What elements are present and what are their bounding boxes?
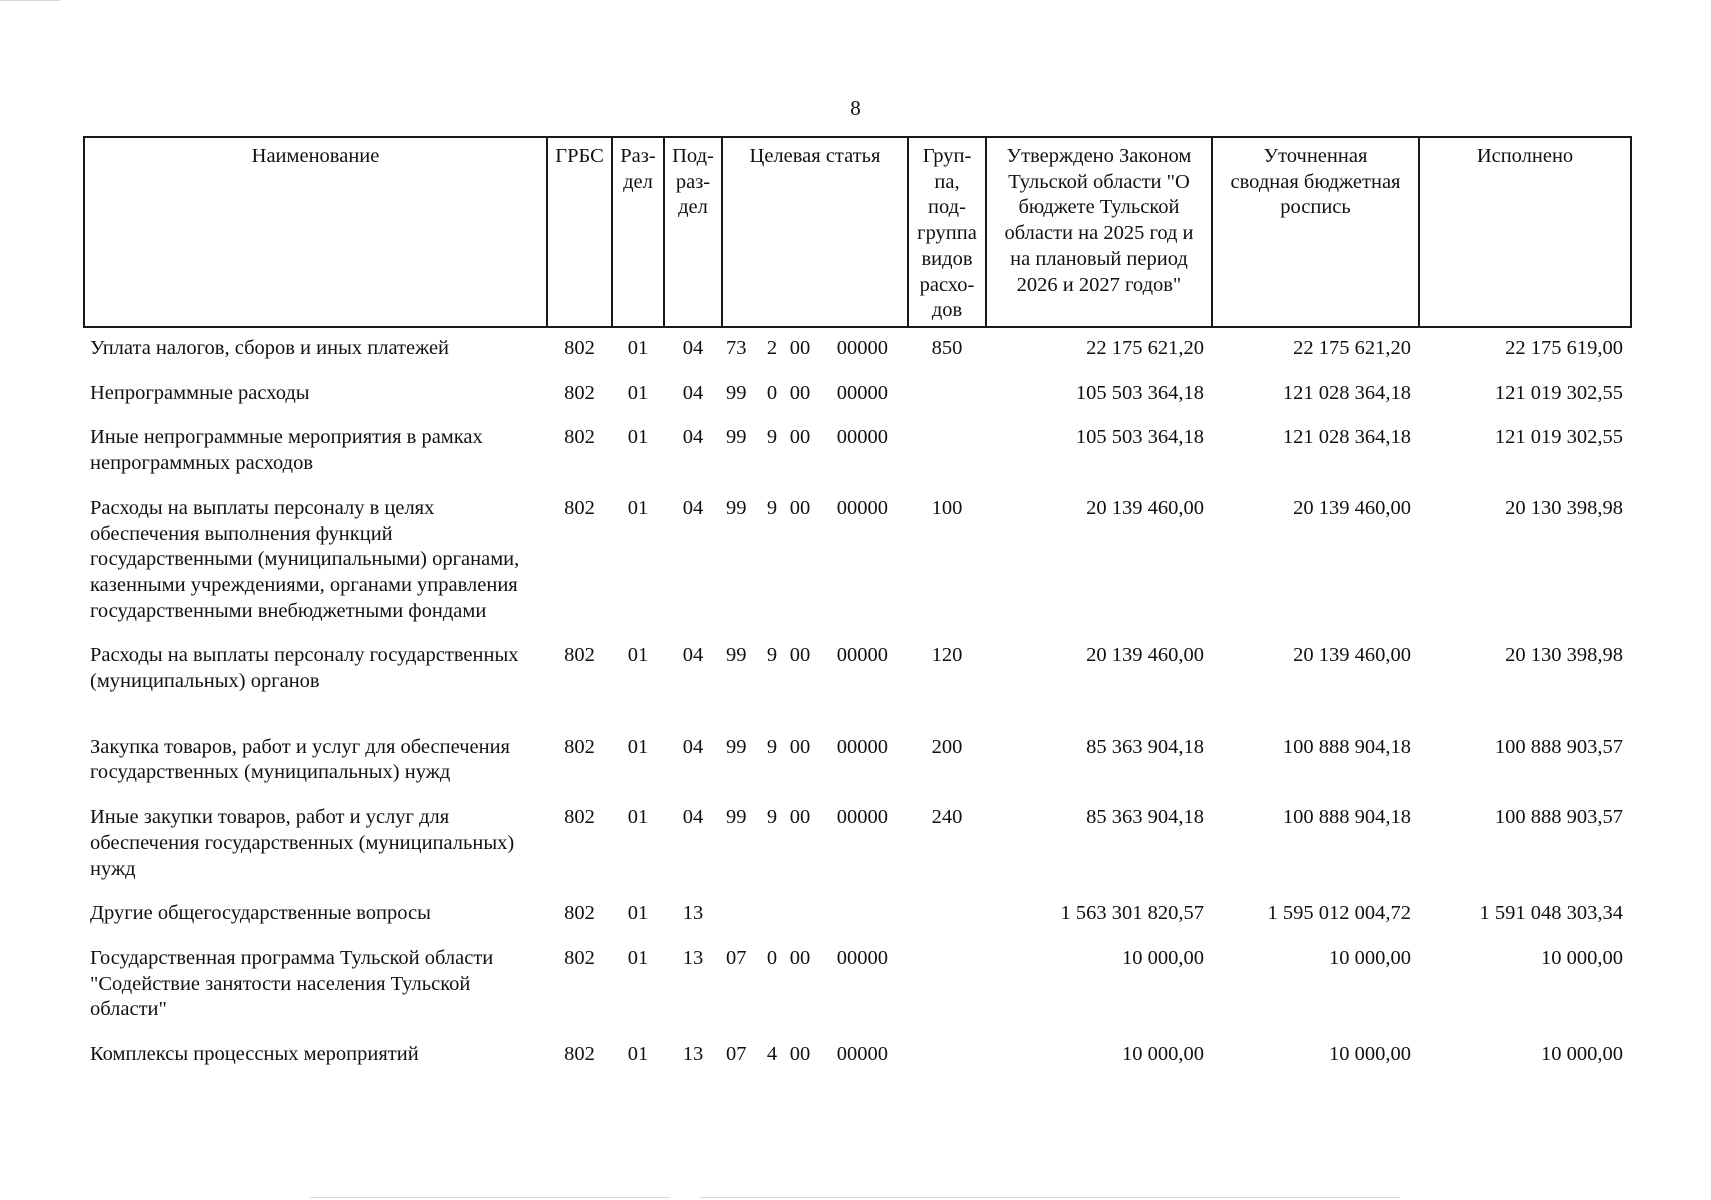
scan-artifact-line — [700, 1197, 1400, 1198]
target-code-part: 99 — [726, 644, 747, 667]
cell-grbs: 802 — [564, 496, 595, 519]
cell-target — [722, 373, 908, 418]
cell-group: 850 — [931, 337, 963, 359]
target-code-part: 9 — [766, 496, 778, 519]
table-row — [84, 1034, 1631, 1079]
cell-group — [908, 893, 986, 938]
cell-executed: 1 591 048 303,34 — [1479, 902, 1623, 925]
target-code-part: 00000 — [836, 806, 888, 829]
cell-name: Иные непрограммные мероприятия в рамках непрограммных расходов — [90, 426, 483, 475]
header-approved — [986, 137, 1212, 327]
cell-section: 01 — [627, 902, 649, 925]
cell-approved: 85 363 904,18 — [1086, 735, 1204, 758]
cell-refined: 1 595 012 004,72 — [1267, 902, 1411, 925]
cell-approved: 20 139 460,00 — [1086, 644, 1204, 667]
cell-target — [722, 327, 908, 373]
target-code-part: 99 — [726, 735, 747, 758]
cell-group — [908, 1034, 986, 1079]
target-code-part: 9 — [766, 806, 778, 829]
target-code-part: 00 — [789, 426, 811, 449]
cell-grbs: 802 — [564, 946, 595, 969]
cell-subsection: 13 — [682, 1043, 704, 1066]
table-row — [84, 893, 1631, 938]
target-code-part: 00000 — [836, 946, 888, 969]
target-code-part: 00000 — [836, 381, 888, 404]
budget-table — [83, 136, 1632, 1079]
cell-section: 01 — [627, 946, 649, 969]
cell-name: Государственная программа Тульской области "Содействие занятости населения Тульской области" — [90, 946, 494, 1021]
header-group — [908, 137, 986, 327]
table-row — [84, 727, 1631, 797]
cell-group — [908, 373, 986, 418]
scan-artifact-line — [0, 0, 60, 1]
table-row — [84, 488, 1631, 636]
cell-target — [722, 635, 908, 726]
cell-name: Закупка товаров, работ и услуг для обеспечения государственных (муниципальных) нужд — [90, 735, 510, 784]
cell-approved: 105 503 364,18 — [1075, 426, 1204, 449]
header-refined-label: Уточненная сводная бюджетная роспись — [1230, 145, 1401, 219]
cell-executed: 121 019 302,55 — [1494, 426, 1623, 449]
cell-executed: 20 130 398,98 — [1505, 496, 1623, 519]
cell-approved: 20 139 460,00 — [1086, 496, 1204, 519]
cell-name: Уплата налогов, сборов и иных платежей — [90, 337, 450, 359]
cell-refined: 100 888 904,18 — [1282, 806, 1411, 829]
cell-name: Расходы на выплаты персоналу в целях обеспечения выполнения функций государственными (муниципальными) органами, казенными учреждениями, органами управления государственными внебюджетными фондами — [90, 496, 520, 622]
cell-refined: 121 028 364,18 — [1282, 381, 1411, 404]
cell-name: Другие общегосударственные вопросы — [90, 902, 431, 925]
cell-group: 120 — [931, 644, 963, 667]
target-code-part: 73 — [726, 337, 747, 359]
target-code-part: 07 — [726, 946, 747, 969]
cell-executed: 100 888 903,57 — [1494, 735, 1623, 758]
target-code-part: 00 — [789, 735, 811, 758]
cell-target — [722, 938, 908, 1034]
cell-approved: 10 000,00 — [1122, 1043, 1204, 1066]
table-body — [84, 327, 1631, 1079]
cell-approved: 10 000,00 — [1122, 946, 1204, 969]
cell-executed: 10 000,00 — [1541, 1043, 1623, 1066]
target-code-part: 00000 — [836, 1043, 888, 1066]
cell-group: 240 — [931, 806, 963, 829]
cell-target — [722, 1034, 908, 1079]
cell-grbs: 802 — [564, 644, 595, 667]
cell-name: Комплексы процессных мероприятий — [90, 1043, 419, 1066]
cell-grbs: 802 — [564, 735, 595, 758]
header-approved-label: Утверждено Законом Тульской области "О бюджете Тульской области на 2025 год и на плановый период 2026 и 2027 годов" — [1004, 145, 1194, 296]
target-code-part: 00 — [789, 1043, 811, 1066]
target-code-part: 4 — [766, 1043, 778, 1066]
header-grbs: ГРБС — [547, 137, 612, 327]
table-row — [84, 417, 1631, 487]
header-section — [612, 137, 664, 327]
target-code-part: 0 — [766, 381, 778, 404]
cell-grbs: 802 — [564, 806, 595, 829]
header-subsection-label: Под- раз- дел — [672, 145, 714, 219]
cell-target — [722, 893, 908, 938]
target-code-part: 07 — [726, 1043, 747, 1066]
cell-grbs: 802 — [564, 1043, 595, 1066]
cell-refined: 20 139 460,00 — [1293, 496, 1411, 519]
cell-refined: 22 175 621,20 — [1293, 337, 1411, 359]
cell-section: 01 — [627, 496, 649, 519]
header-executed: Исполнено — [1419, 137, 1631, 327]
cell-section: 01 — [627, 381, 649, 404]
cell-subsection: 04 — [682, 426, 704, 449]
cell-target — [722, 727, 908, 797]
cell-section: 01 — [627, 337, 649, 359]
cell-target — [722, 417, 908, 487]
cell-approved: 85 363 904,18 — [1086, 806, 1204, 829]
cell-refined: 10 000,00 — [1329, 1043, 1411, 1066]
header-refined — [1212, 137, 1419, 327]
header-name: Наименование — [84, 137, 547, 327]
table-row — [84, 373, 1631, 418]
cell-target — [722, 797, 908, 893]
target-code-part: 99 — [726, 496, 747, 519]
target-code-part: 00000 — [836, 644, 888, 667]
target-code-part: 00 — [789, 806, 811, 829]
cell-approved: 1 563 301 820,57 — [1060, 902, 1204, 925]
cell-subsection: 04 — [682, 496, 704, 519]
cell-group: 200 — [931, 735, 963, 758]
target-code-part: 99 — [726, 381, 747, 404]
cell-refined: 20 139 460,00 — [1293, 644, 1411, 667]
cell-executed: 100 888 903,57 — [1494, 806, 1623, 829]
cell-group — [908, 938, 986, 1034]
scan-artifact-line — [310, 1197, 670, 1198]
cell-executed: 20 130 398,98 — [1505, 644, 1623, 667]
cell-executed: 22 175 619,00 — [1505, 337, 1623, 359]
cell-group — [908, 417, 986, 487]
cell-section: 01 — [627, 1043, 649, 1066]
table-row — [84, 797, 1631, 893]
cell-subsection: 04 — [682, 381, 704, 404]
cell-approved: 105 503 364,18 — [1075, 381, 1204, 404]
target-code-part: 99 — [726, 426, 747, 449]
target-code-part: 00 — [789, 496, 811, 519]
target-code-part: 9 — [766, 426, 778, 449]
cell-subsection: 04 — [682, 644, 704, 667]
cell-subsection: 04 — [682, 806, 704, 829]
cell-target — [722, 488, 908, 636]
header-section-label: Раз- дел — [620, 145, 656, 193]
cell-refined: 100 888 904,18 — [1282, 735, 1411, 758]
cell-grbs: 802 — [564, 337, 595, 359]
cell-name: Иные закупки товаров, работ и услуг для обеспечения государственных (муниципальных) нужд — [90, 806, 515, 880]
target-code-part: 00000 — [836, 496, 888, 519]
cell-subsection: 13 — [682, 946, 704, 969]
header-subsection — [664, 137, 722, 327]
cell-section: 01 — [627, 426, 649, 449]
target-code-part: 9 — [766, 644, 778, 667]
table-row — [84, 938, 1631, 1034]
target-code-part: 9 — [766, 735, 778, 758]
cell-subsection: 13 — [682, 902, 704, 925]
cell-executed: 10 000,00 — [1541, 946, 1623, 969]
target-code-part: 0 — [766, 946, 778, 969]
cell-grbs: 802 — [564, 902, 595, 925]
table-row — [84, 327, 1631, 373]
cell-subsection: 04 — [682, 337, 704, 359]
page-number: 8 — [850, 96, 861, 120]
table-row — [84, 635, 1631, 726]
target-code-part: 00 — [789, 946, 811, 969]
target-code-part: 00 — [789, 381, 811, 404]
cell-grbs: 802 — [564, 426, 595, 449]
cell-group: 100 — [931, 496, 963, 519]
target-code-part: 00000 — [836, 426, 888, 449]
cell-subsection: 04 — [682, 735, 704, 758]
cell-name: Расходы на выплаты персоналу государственных (муниципальных) органов — [90, 644, 519, 693]
target-code-part: 00000 — [836, 735, 888, 758]
target-code-part: 00 — [789, 644, 811, 667]
target-code-part: 00 — [789, 337, 811, 359]
target-code-part: 99 — [726, 806, 747, 829]
cell-approved: 22 175 621,20 — [1086, 337, 1204, 359]
cell-name: Непрограммные расходы — [90, 381, 310, 404]
header-group-label: Груп- па, под- группа видов расхо- дов — [917, 145, 977, 322]
cell-section: 01 — [627, 806, 649, 829]
cell-section: 01 — [627, 644, 649, 667]
target-code-part: 00000 — [836, 337, 888, 359]
cell-section: 01 — [627, 735, 649, 758]
cell-refined: 10 000,00 — [1329, 946, 1411, 969]
cell-executed: 121 019 302,55 — [1494, 381, 1623, 404]
header-target: Целевая статья — [722, 137, 908, 327]
cell-grbs: 802 — [564, 381, 595, 404]
cell-refined: 121 028 364,18 — [1282, 426, 1411, 449]
table-header-row — [84, 137, 1631, 327]
target-code-part: 2 — [766, 337, 778, 359]
